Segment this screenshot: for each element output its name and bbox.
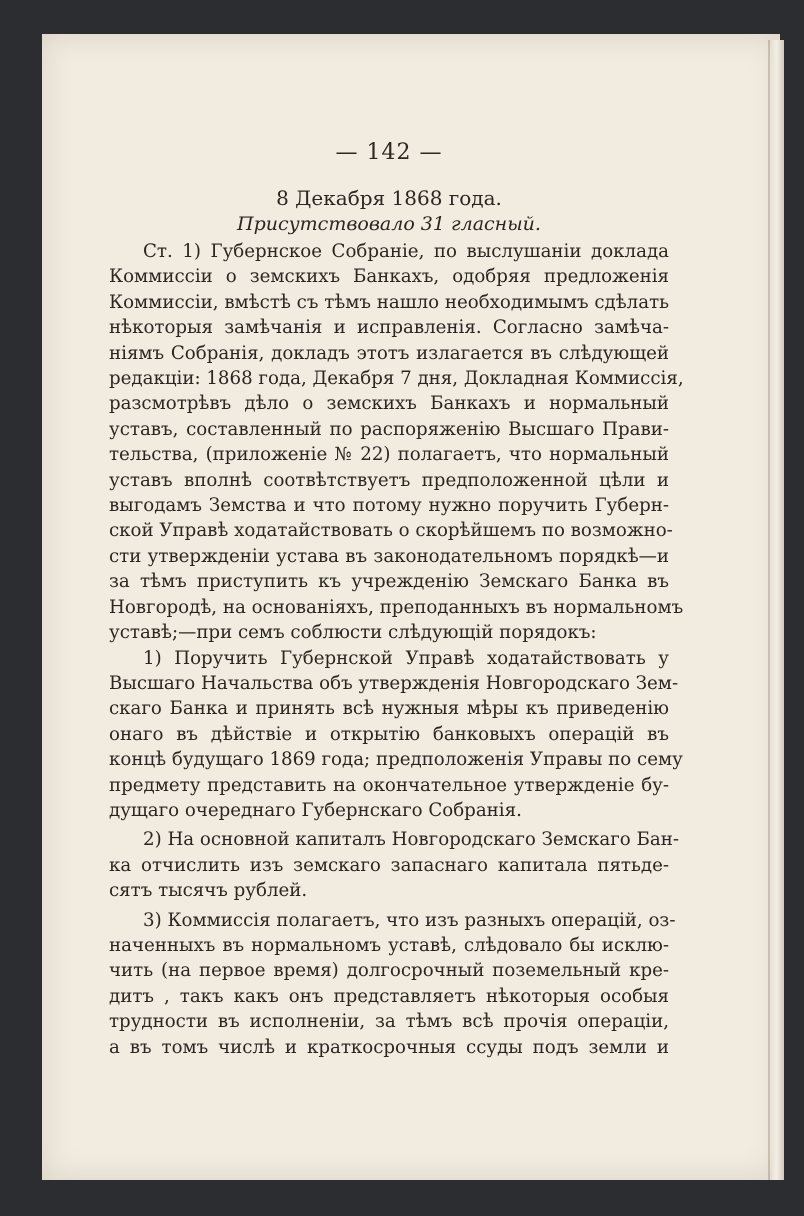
page-number: — 142 —: [335, 140, 443, 165]
attendance-heading: Присутствовало 31 гласный.: [237, 213, 541, 235]
text-line: Высшаго Начальства объ утвержденія Новгородскаго Зем-: [109, 672, 679, 694]
page-content: [109, 140, 684, 1060]
paragraph-item-3: [109, 908, 676, 1060]
text-line: онаго въ дѣйствіе и открытію банковыхъ операцій въ: [109, 723, 669, 745]
text-line: чить (на первое время) долгосрочный поземельный кре-: [109, 960, 669, 982]
paragraph-item-2: [109, 827, 679, 903]
text-line: Коммиссіи о земскихъ Банкахъ, одобряя предложенія: [109, 266, 669, 288]
text-line: уставѣ;—при семъ соблюсти слѣдующій порядокъ:: [109, 622, 597, 644]
text-line: предмету представить на окончательное утвержденіе бу-: [109, 774, 669, 796]
page-gutter: [768, 40, 770, 1180]
text-line: ніямъ Собранія, докладъ этотъ излагается въ слѣдующей: [109, 342, 669, 364]
page-edge: [772, 40, 784, 1180]
date-heading: 8 Декабря 1868 года.: [276, 186, 502, 210]
text-line: ка отчислить изъ земскаго запаснаго капитала пятьде-: [109, 854, 669, 876]
text-line: уставъ, составленный по распоряженію Высшаго Прави-: [109, 418, 669, 440]
text-line: нѣкоторыя замѣчанія и исправленія. Согласно замѣча-: [109, 317, 669, 339]
text-line: разсмотрѣвъ дѣло о земскихъ Банкахъ и нормальный: [109, 393, 669, 415]
text-line: трудности въ исполненіи, за тѣмъ всѣ прочія операціи,: [109, 1011, 669, 1033]
text-line: скаго Банка и принять всѣ нужныя мѣры къ приведенію: [109, 698, 669, 720]
text-line: за тѣмъ приступить къ учрежденію Земскаго Банка въ: [109, 571, 669, 593]
paragraph-article-1: [109, 239, 684, 646]
text-line: 1) Поручить Губернской Управѣ ходатайствовать у: [143, 647, 669, 669]
text-line: выгодамъ Земства и что потому нужно поручить Губерн-: [109, 495, 669, 517]
text-line: 2) На основной капиталъ Новгородскаго Земскаго Бан-: [143, 829, 679, 851]
text-line: 3) Коммиссія полагаетъ, что изъ разныхъ операцій, оз-: [143, 909, 676, 931]
text-line: наченныхъ въ нормальномъ уставѣ, слѣдовало бы исклю-: [109, 934, 669, 956]
text-line: сти утвержденіи устава въ законодательномъ порядкѣ—и: [109, 545, 669, 567]
text-line: Коммиссіи, вмѣстѣ съ тѣмъ нашло необходимымъ сдѣлать: [109, 291, 670, 313]
paragraph-item-1: [109, 646, 683, 824]
text-line: редакціи: 1868 года, Декабря 7 дня, Докладная Коммиссія,: [109, 368, 684, 390]
text-line: а въ томъ числѣ и краткосрочныя ссуды подъ земли и: [109, 1036, 669, 1058]
text-line: уставъ вполнѣ соотвѣтствуетъ предположенной цѣли и: [109, 469, 669, 491]
text-line: тельства, (приложеніе № 22) полагаетъ, что нормальный: [109, 444, 669, 466]
text-line: ской Управѣ ходатайствовать о скорѣйшемъ по возможно-: [109, 520, 673, 542]
text-line: сятъ тысячъ рублей.: [109, 880, 308, 902]
text-line: Ст. 1) Губернское Собраніе, по выслушаніи доклада: [143, 241, 669, 262]
text-line: дущаго очереднаго Губернскаго Собранія.: [109, 799, 522, 821]
text-line: Новгородѣ, на основаніяхъ, преподанныхъ въ нормальномъ: [109, 596, 684, 618]
text-line: концѣ будущаго 1869 года; предположенія Управы по сему: [109, 749, 683, 771]
text-line: дитъ , такъ какъ онъ представляетъ нѣкоторыя особыя: [109, 985, 669, 1007]
